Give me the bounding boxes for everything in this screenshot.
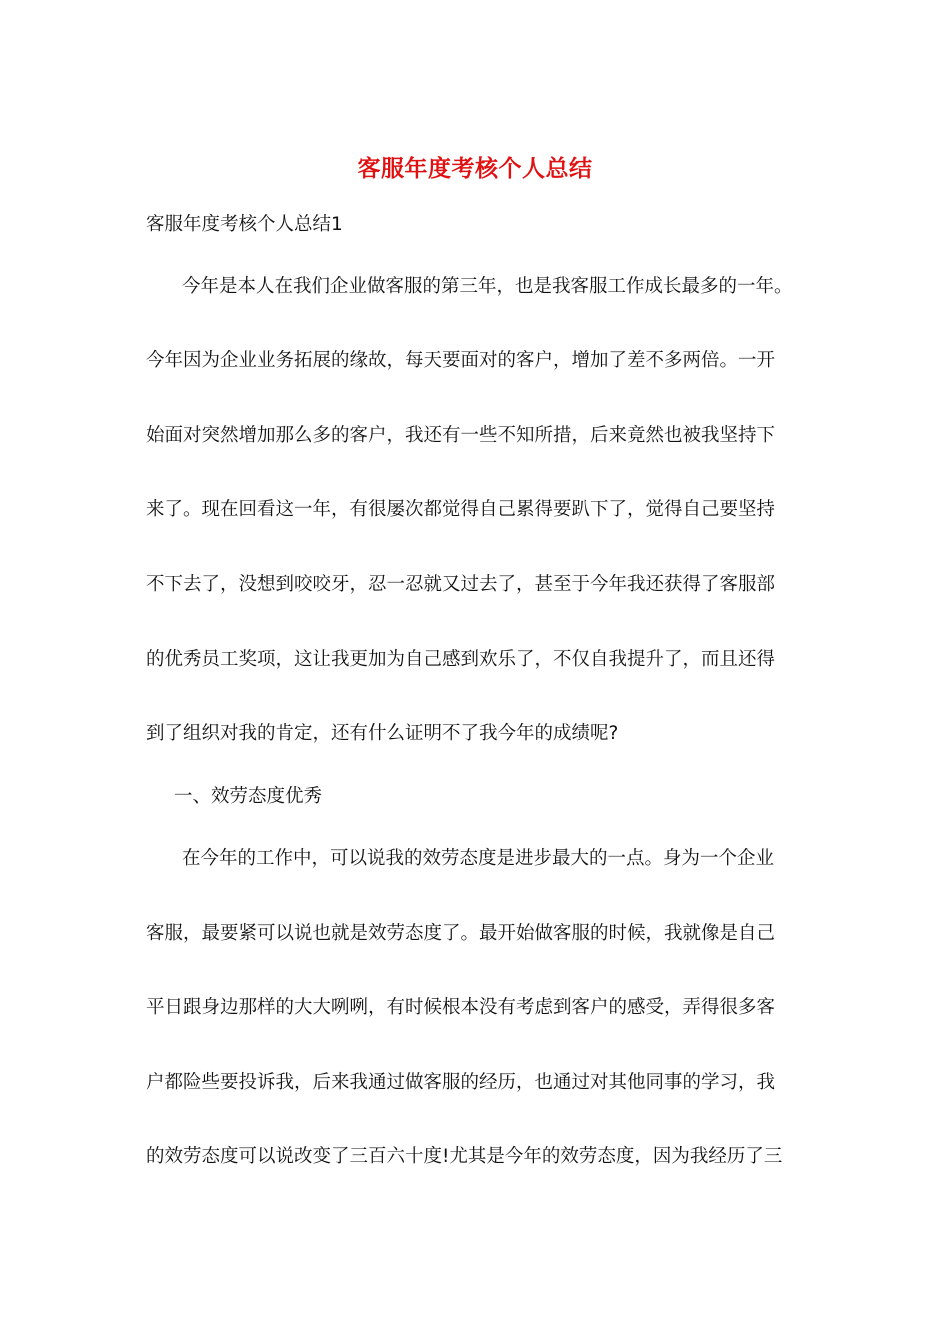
paragraph1-line: 的优秀员工奖项，这让我更加为自己感到欢乐了，不仅自我提升了，而且还得	[146, 649, 776, 670]
section-heading: 一、效劳态度优秀	[174, 786, 323, 807]
paragraph1-line: 今年因为企业业务拓展的缘故，每天要面对的客户，增加了差不多两倍。一开	[146, 350, 776, 371]
document-title: 客服年度考核个人总结	[357, 156, 593, 182]
paragraph2-line: 在今年的工作中，可以说我的效劳态度是进步最大的一点。身为一个企业	[182, 848, 775, 869]
paragraph2-line: 户都险些要投诉我，后来我通过做客服的经历，也通过对其他同事的学习，我	[146, 1072, 776, 1093]
subtitle: 客服年度考核个人总结1	[146, 214, 343, 235]
paragraph1-line: 不下去了，没想到咬咬牙，忍一忍就又过去了，甚至于今年我还获得了客服部	[146, 574, 776, 595]
paragraph1-line: 始面对突然增加那么多的客户，我还有一些不知所措，后来竟然也被我坚持下	[146, 425, 776, 446]
paragraph1-line: 来了。现在回看这一年，有很屡次都觉得自己累得要趴下了，觉得自己要坚持	[146, 499, 776, 520]
paragraph2-line: 的效劳态度可以说改变了三百六十度!尤其是今年的效劳态度，因为我经历了三	[146, 1146, 783, 1167]
paragraph2-line: 客服，最要紧可以说也就是效劳态度了。最开始做客服的时候，我就像是自己	[146, 923, 776, 944]
paragraph1-line: 到了组织对我的肯定，还有什么证明不了我今年的成绩呢?	[146, 723, 619, 744]
paragraph1-line: 今年是本人在我们企业做客服的第三年，也是我客服工作成长最多的一年。	[182, 276, 793, 297]
paragraph2-line: 平日跟身边那样的大大咧咧，有时候根本没有考虑到客户的感受，弄得很多客	[146, 997, 776, 1018]
